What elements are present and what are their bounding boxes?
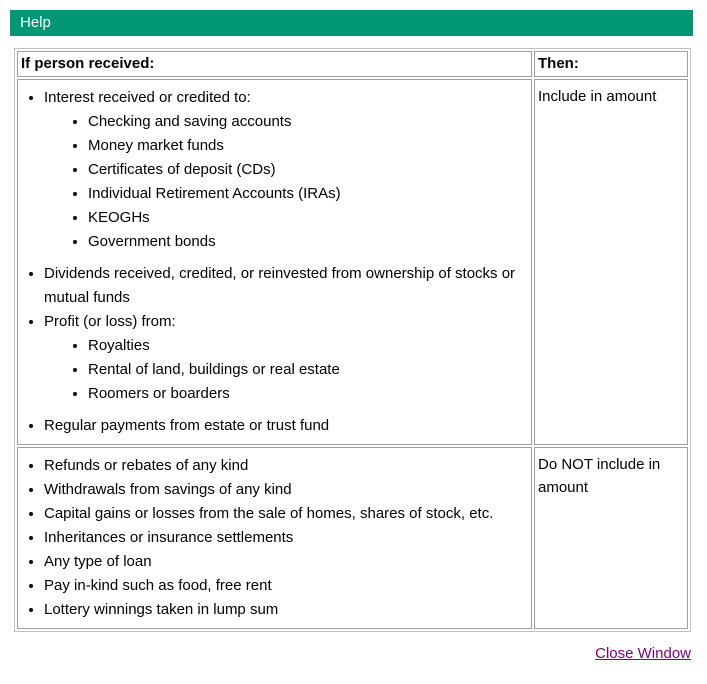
list-item: • Regular payments from estate or trust fund — [44, 414, 529, 438]
list-item: • Royalties — [88, 334, 529, 358]
help-title-bar — [10, 10, 693, 36]
list-item: • Lottery winnings taken in lump sum — [44, 598, 529, 622]
bullet-list-include — [20, 86, 529, 438]
list-item: • Inheritances or insurance settlements — [44, 526, 529, 550]
list-item: • Profit (or loss) from: • Royalties • Rental of land, buildings or real estate • Roomers or boarders — [44, 310, 529, 406]
col-header-then: Then: — [534, 51, 688, 77]
then-cell-include: Include in amount — [534, 79, 688, 445]
nested-bullet-list — [44, 334, 529, 406]
col-header-if-person-received: If person received: — [17, 51, 532, 77]
list-item: • Any type of loan — [44, 550, 529, 574]
list-item: • Dividends received, credited, or reinvested from ownership of stocks or mutual funds — [44, 262, 529, 310]
list-item: • Certificates of deposit (CDs) — [88, 158, 529, 182]
footer — [10, 645, 693, 662]
list-item: • Pay in-kind such as food, free rent — [44, 574, 529, 598]
if-cell-exclude — [17, 447, 532, 629]
help-table — [14, 48, 691, 632]
list-item: • Refunds or rebates of any kind — [44, 454, 529, 478]
list-item: • Rental of land, buildings or real estate — [88, 358, 529, 382]
close-window-link[interactable]: Close Window — [595, 645, 691, 662]
list-item: • Money market funds — [88, 134, 529, 158]
list-item: • Capital gains or losses from the sale of homes, shares of stock, etc. — [44, 502, 529, 526]
then-cell-exclude: Do NOT include in amount — [534, 447, 688, 629]
list-item: • Government bonds — [88, 230, 529, 254]
table-row-include — [17, 79, 688, 445]
list-item: • Roomers or boarders — [88, 382, 529, 406]
header-row — [17, 51, 688, 77]
table-row-exclude — [17, 447, 688, 629]
page-title: Help — [20, 14, 51, 31]
list-item: • Individual Retirement Accounts (IRAs) — [88, 182, 529, 206]
list-item: • Withdrawals from savings of any kind — [44, 478, 529, 502]
list-item: • Checking and saving accounts — [88, 110, 529, 134]
nested-bullet-list — [44, 110, 529, 254]
list-item: • Interest received or credited to: • Checking and saving accounts • Money market funds • Certificates of deposit (CDs) • Individual Retirement Accounts (IRAs) • KEOGHs • Government bonds — [44, 86, 529, 254]
list-item: • KEOGHs — [88, 206, 529, 230]
if-cell-include — [17, 79, 532, 445]
bullet-list-exclude — [20, 454, 529, 622]
